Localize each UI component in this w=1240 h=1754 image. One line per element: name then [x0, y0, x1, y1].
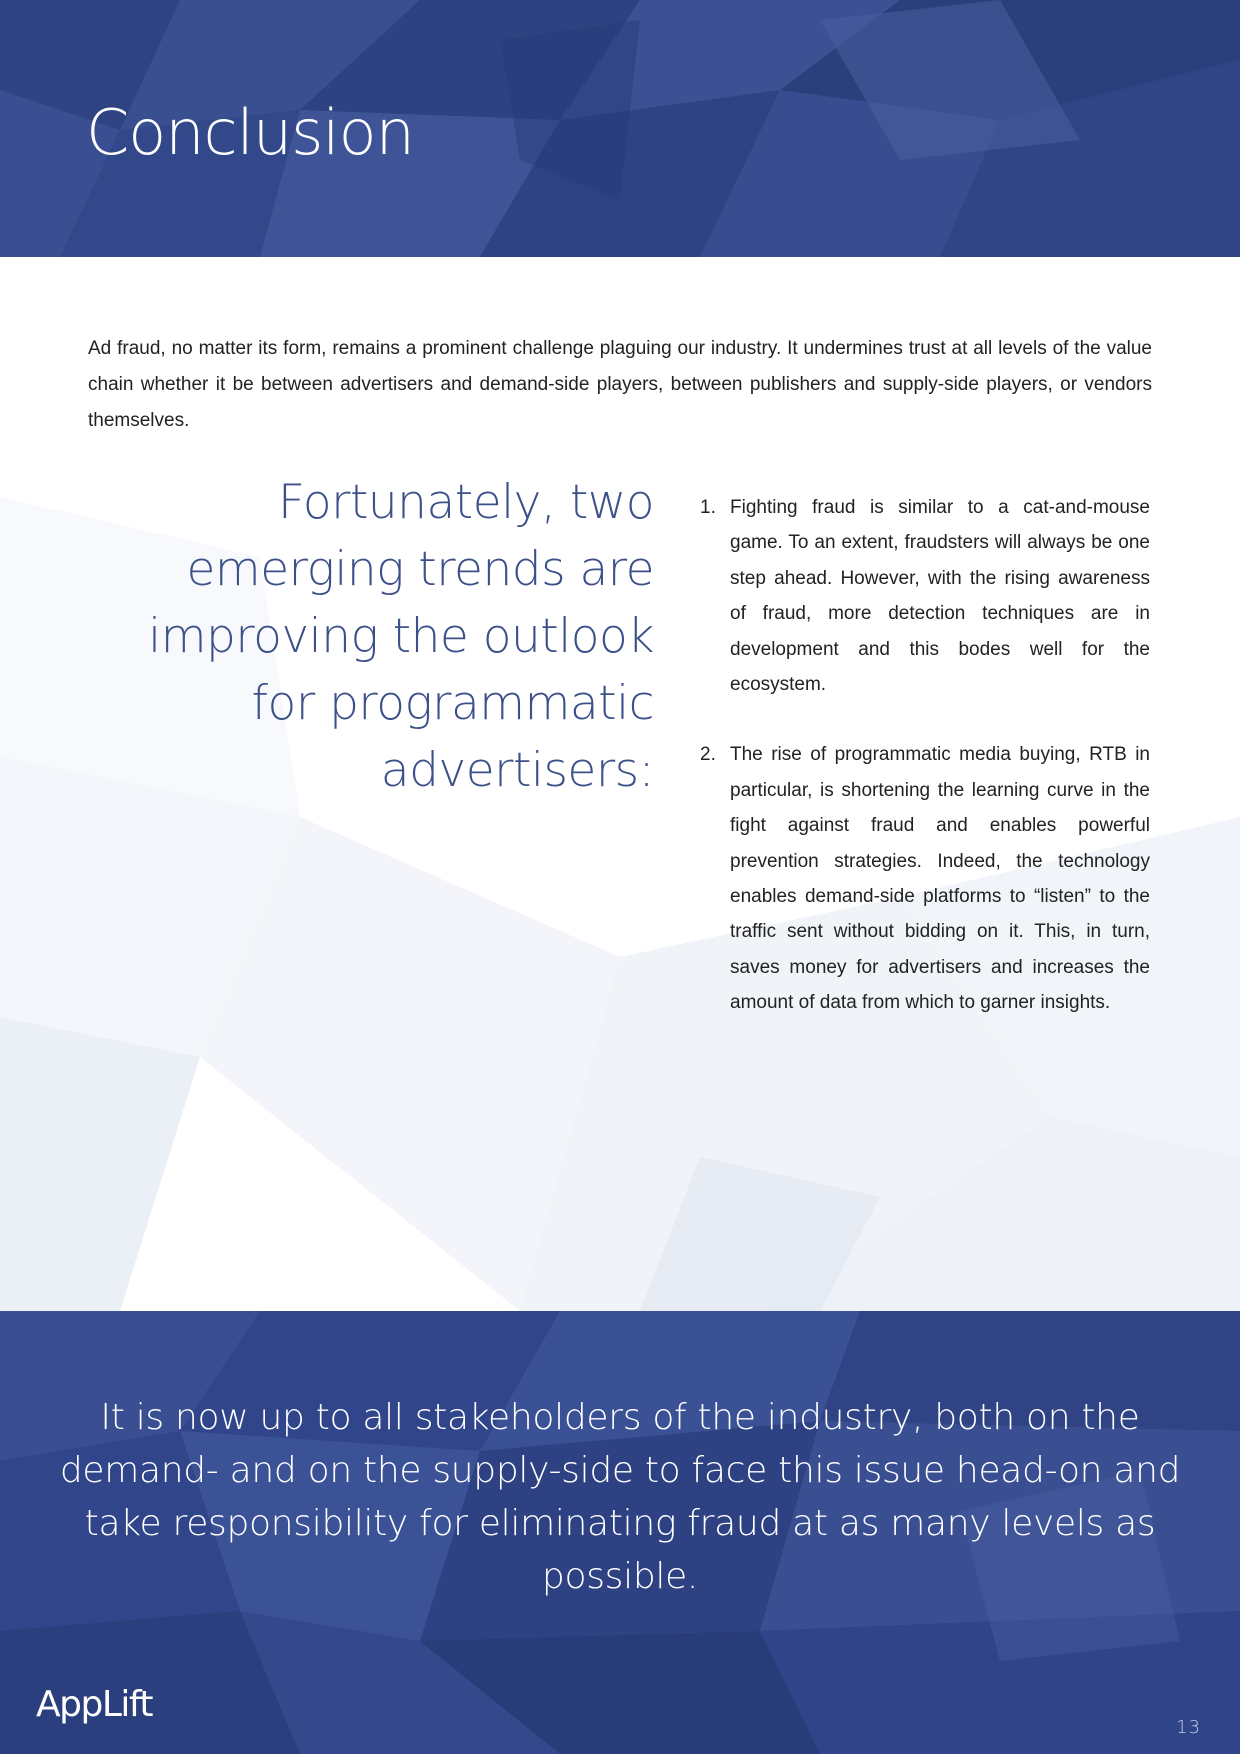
list-item-text: The rise of programmatic media buying, RTB in particular, is shortening the learning curve in the fight against fraud and enables powerful prevention strategies. Indeed, the technology enables demand-side platforms to “listen” to the traffic sent without bidding on it. This, in turn, saves money for advertisers and increases the amount of data from which to garner insights.	[730, 744, 1150, 1014]
list-item-number: 2.	[700, 744, 716, 766]
trend-list	[696, 490, 1150, 1056]
list-item	[696, 490, 1150, 702]
list-item-text: Fighting fraud is similar to a cat-and-mouse game. To an extent, fraudsters will always be one step ahead. However, with the rising awareness of fraud, more detection techniques are in development and this bodes well for the ecosystem.	[730, 497, 1150, 696]
page-title: Conclusion	[86, 96, 414, 169]
intro-paragraph: Ad fraud, no matter its form, remains a prominent challenge plaguing our industry. It undermines trust at all levels of the value chain whether it be between advertisers and demand-side players, between publishers and supply-side players, or vendors themselves.	[88, 338, 1152, 431]
list-item	[696, 737, 1150, 1020]
pull-quote: Fortunately, two emerging trends are improving the outlook for programmatic advertisers:	[148, 475, 654, 798]
list-item-number: 1.	[700, 497, 716, 518]
header-band	[0, 0, 1240, 257]
page-number: 13	[1176, 1717, 1201, 1738]
applift-logo: AppLift	[36, 1684, 153, 1725]
closing-statement: It is now up to all stakeholders of the industry, both on the demand- and on the supply-side to face this issue head-on and take responsibility for eliminating fraud at as many levels as possible.	[59, 1397, 1181, 1597]
